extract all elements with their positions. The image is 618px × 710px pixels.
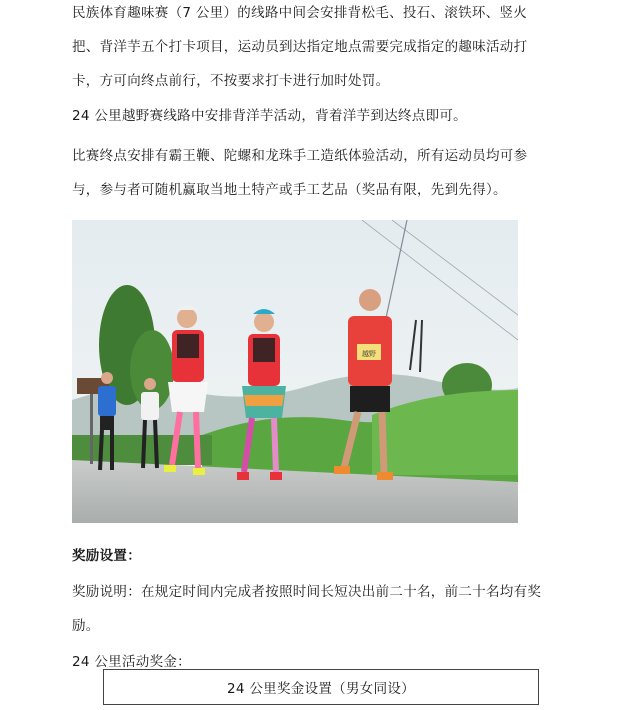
prize-table-header [103, 669, 539, 705]
paragraph-activities: 民族体育趣味赛（7 公里）的线路中间会安排背松毛、投石、滚铁环、竖火把、背洋芋五个打卡项目，运动员到达指定地点需要完成指定的趣味活动打卡，方可向终点前行，不按要求打卡进行加时处罚。 [72, 5, 528, 89]
paragraph-24km-activity: 24 公里越野赛线路中安排背洋芋活动，背着洋芋到达终点即可。 [72, 108, 467, 124]
section-heading-rewards: 奖励设置： [72, 548, 141, 564]
paragraph-reward-description: 奖励说明：在规定时间内完成者按照时间长短决出前二十名，前二十名均有奖励。 [72, 584, 542, 634]
paragraph-24km-prize-label: 24 公里活动奖金： [72, 654, 191, 670]
bib-text: 越野 [362, 350, 376, 358]
paragraph-finish-activities: 比赛终点安排有霸王鞭、陀螺和龙珠手工造纸体验活动，所有运动员均可参与，参与者可随机赢取当地土特产或手工艺品（奖品有限，先到先得）。 [72, 148, 528, 198]
race-photo [72, 220, 518, 523]
article-body [72, 0, 550, 679]
prize-table-title: 24 公里奖金设置（男女同设） [227, 681, 415, 697]
